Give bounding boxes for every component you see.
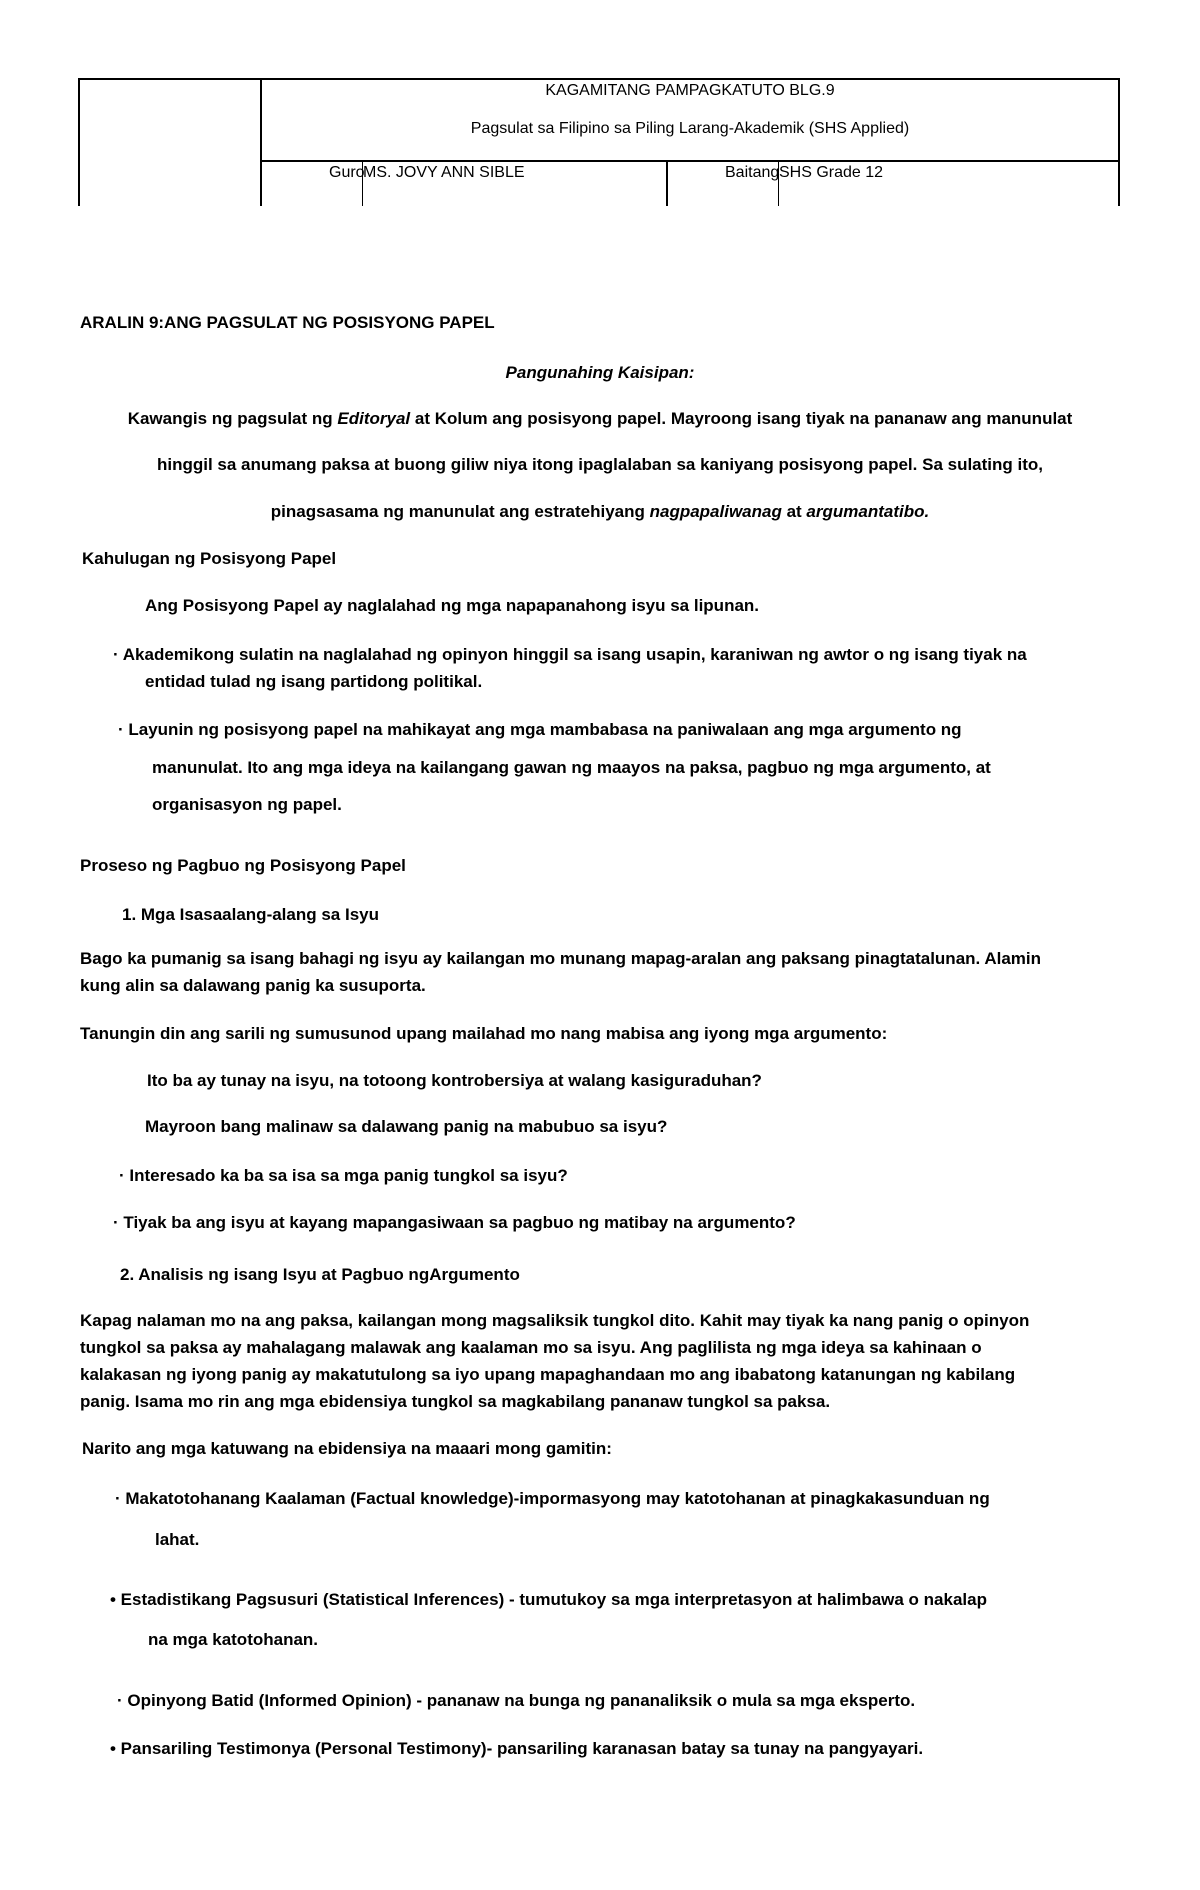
lesson-title: ARALIN 9:ANG PAGSULAT NG POSISYONG PAPEL xyxy=(80,313,495,332)
intro-text: Kawangis ng pagsulat ng xyxy=(127,409,338,428)
kahulugan-heading: Kahulugan ng Posisyong Papel xyxy=(82,549,337,568)
main-idea-heading: Pangunahing Kaisipan: xyxy=(505,363,695,382)
grade-value: SHS Grade 12 xyxy=(779,164,884,181)
intro-text: pinagsasama ng manunulat ang estratehiyang xyxy=(270,502,650,521)
intro-emphasis: nagpapaliwanag xyxy=(649,502,782,521)
intro-line-2: hinggil sa anumang paksa at buong giliw niya itong ipaglalaban sa kaniyang posisyong papel. Sa sulating ito, xyxy=(156,455,1044,474)
question-2: Mayroon bang malinaw sa dalawang panig na mabubuo sa isyu? xyxy=(145,1117,668,1136)
grade-label: Baitang xyxy=(725,164,780,181)
step-1-title: 1. Mga Isasaalang-alang sa Isyu xyxy=(122,905,380,924)
evidence-item-1: · Makatotohanang Kaalaman (Factual knowledge)-impormasyong may katotohanan at pinagkakasunduan ng xyxy=(115,1489,990,1508)
step-2-paragraph-1-cont: panig. Isama mo rin ang mga ebidensiya tungkol sa magkabilang pananaw tungkol sa paksa. xyxy=(80,1392,831,1411)
question-3: · Interesado ka ba sa isa sa mga panig tungkol sa isyu? xyxy=(119,1166,568,1185)
step-2-paragraph-2: Narito ang mga katuwang na ebidensiya na maaari mong gamitin: xyxy=(82,1439,612,1458)
kahulugan-bullet-2-cont: manunulat. Ito ang mga ideya na kailangang gawan ng maayos na paksa, pagbuo ng mga argumento, at xyxy=(152,758,991,777)
header-title: KAGAMITANG PAMPAGKATUTO BLG.9 xyxy=(545,82,835,99)
evidence-item-2: • Estadistikang Pagsusuri (Statistical Inferences) - tumutukoy sa mga interpretasyon at halimbawa o nakalap xyxy=(110,1590,987,1609)
kahulugan-definition: Ang Posisyong Papel ay naglalahad ng mga napapanahong isyu sa lipunan. xyxy=(145,596,760,615)
kahulugan-bullet-2: · Layunin ng posisyong papel na mahikayat ang mga mambabasa na paniwalaan ang mga argumento ng xyxy=(118,720,962,739)
header-row-divider xyxy=(260,160,1120,162)
proseso-heading: Proseso ng Pagbuo ng Posisyong Papel xyxy=(80,856,406,875)
question-4: · Tiyak ba ang isyu at kayang mapangasiwaan sa pagbuo ng matibay na argumento? xyxy=(113,1213,796,1232)
intro-emphasis: argumantatibo. xyxy=(806,502,930,521)
teacher-label: Guro xyxy=(329,164,365,181)
kahulugan-bullet-1: · Akademikong sulatin na naglalahad ng opinyon hinggil sa isang usapin, karaniwan ng awtor o ng isang tiyak na xyxy=(113,645,1027,664)
step-1-paragraph-2: Tanungin din ang sarili ng sumusunod upang mailahad mo nang mabisa ang iyong mga argumento: xyxy=(80,1024,888,1043)
intro-line-3 xyxy=(0,502,1200,522)
intro-emphasis: Editoryal xyxy=(337,409,411,428)
header-mid-divider xyxy=(666,160,668,206)
intro-text: at Kolum ang posisyong papel. Mayroong isang tiyak na pananaw ang manunulat xyxy=(410,409,1073,428)
intro-line-1 xyxy=(0,409,1200,429)
header-top-border xyxy=(78,78,1120,80)
step-2-title: 2. Analisis ng isang Isyu at Pagbuo ngArgumento xyxy=(120,1265,520,1284)
evidence-item-4: • Pansariling Testimonya (Personal Testimony)- pansariling karanasan batay sa tunay na pangyayari. xyxy=(110,1739,924,1758)
kahulugan-bullet-2-cont: organisasyon ng papel. xyxy=(152,795,342,814)
header-left-border xyxy=(78,78,80,206)
header-table xyxy=(78,78,1120,206)
header-subject: Pagsulat sa Filipino sa Piling Larang-Akademik (SHS Applied) xyxy=(470,120,910,137)
question-1: Ito ba ay tunay na isyu, na totoong kontrobersiya at walang kasiguraduhan? xyxy=(147,1071,762,1090)
intro-text: at xyxy=(781,502,807,521)
evidence-item-3: · Opinyong Batid (Informed Opinion) - pananaw na bunga ng pananaliksik o mula sa mga eksperto. xyxy=(117,1691,916,1710)
evidence-item-1-cont: lahat. xyxy=(155,1530,200,1549)
step-1-paragraph-1: Bago ka pumanig sa isang bahagi ng isyu ay kailangan mo munang mapag-aralan ang paksang pinagtatalunan. Alamin xyxy=(80,949,1042,968)
evidence-item-2-cont: na mga katotohanan. xyxy=(148,1630,319,1649)
step-2-paragraph-1-cont: kalakasan ng iyong panig ay makatutulong sa iyo upang mapaghandaan mo ang ibabatong katanungan ng kabilang xyxy=(80,1365,1016,1384)
kahulugan-bullet-1-cont: entidad tulad ng isang partidong politikal. xyxy=(145,672,483,691)
step-2-paragraph-1-cont: tungkol sa paksa ay mahalagang malawak ang kaalaman mo sa isyu. Ang paglilista ng mga ideya sa kahinaan o xyxy=(80,1338,982,1357)
step-2-paragraph-1: Kapag nalaman mo na ang paksa, kailangan mong magsaliksik tungkol dito. Kahit may tiyak ka nang panig o opinyon xyxy=(80,1311,1030,1330)
step-1-paragraph-1-cont: kung alin sa dalawang panig ka susuporta. xyxy=(80,976,426,995)
teacher-name: MS. JOVY ANN SIBLE xyxy=(363,164,525,181)
